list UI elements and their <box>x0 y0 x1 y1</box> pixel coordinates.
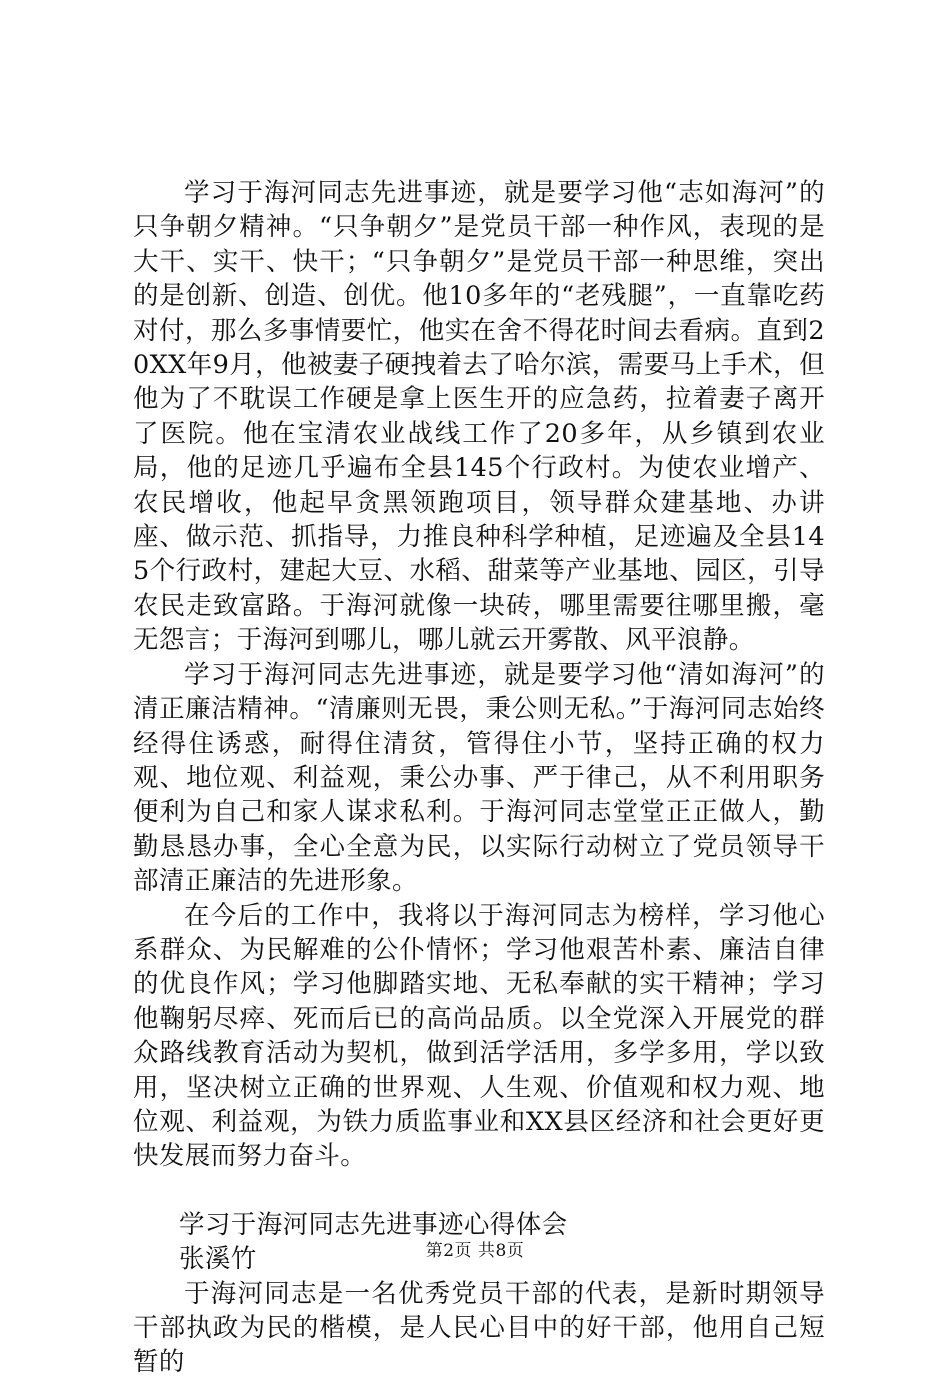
section-intro-paragraph: 于海河同志是一名优秀党员干部的代表，是新时期领导干部执政为民的楷模，是人民心目中的好干部，他用自己短暂的 <box>133 1278 825 1378</box>
page-number-footer: 第2页 共8页 <box>425 1241 525 1261</box>
section-author: 张溪竹 <box>179 1244 257 1275</box>
paragraph-2: 学习于海河同志先进事迹，就是要学习他“清如海河”的清正廉洁精神。“清廉则无畏，秉公则无私。”于海河同志始终经得住诱惑，耐得住清贫，管得住小节，坚持正确的权力观、地位观、利益观，秉公办事、严于律己，从不利用职务便利为自己和家人谋求私利。于海河同志堂堂正正做人，勤勤恳恳办事，全心全意为民，以实际行动树立了党员领导干部清正廉洁的先进形象。 <box>133 659 825 897</box>
section-spacer <box>133 1174 825 1208</box>
document-body <box>133 176 825 1380</box>
section-title: 学习于海河同志先进事迹心得体会 <box>179 1209 568 1240</box>
paragraph-3: 在今后的工作中，我将以于海河同志为榜样，学习他心系群众、为民解难的公仆情怀；学习他艰苦朴素、廉洁自律的优良作风；学习他脚踏实地、无私奉献的实干精神；学习他鞠躬尽瘁、死而后已的高尚品质。以全党深入开展党的群众路线教育活动为契机，做到活学活用，多学多用，学以致用，坚决树立正确的世界观、人生观、价值观和权力观、地位观、利益观，为铁力质监事业和XX县区经济和社会更好更快发展而努力奋斗。 <box>133 900 825 1172</box>
paragraph-1: 学习于海河同志先进事迹，就是要学习他“志如海河”的只争朝夕精神。“只争朝夕”是党员干部一种作风，表现的是大干、实干、快干；“只争朝夕”是党员干部一种思维，突出的是创新、创造、创优。他10多年的“老残腿”，一直靠吃药对付，那么多事情要忙，他实在舍不得花时间去看病。直到20XX年9月，他被妻子硬拽着去了哈尔滨，需要马上手术，但他为了不耽误工作硬是拿上医生开的应急药，拉着妻子离开了医院。他在宝清农业战线工作了20多年，从乡镇到农业局，他的足迹几乎遍布全县145个行政村。为使农业增产、农民增收，他起早贪黑领跑项目，领导群众建基地、办讲座、做示范、抓指导，力推良种科学种植，足迹遍及全县145个行政村，建起大豆、水稻、甜菜等产业基地、园区，引导农民走致富路。于海河就像一块砖，哪里需要往哪里搬，毫无怨言；于海河到哪儿，哪儿就云开雾散、风平浪静。 <box>133 178 825 656</box>
